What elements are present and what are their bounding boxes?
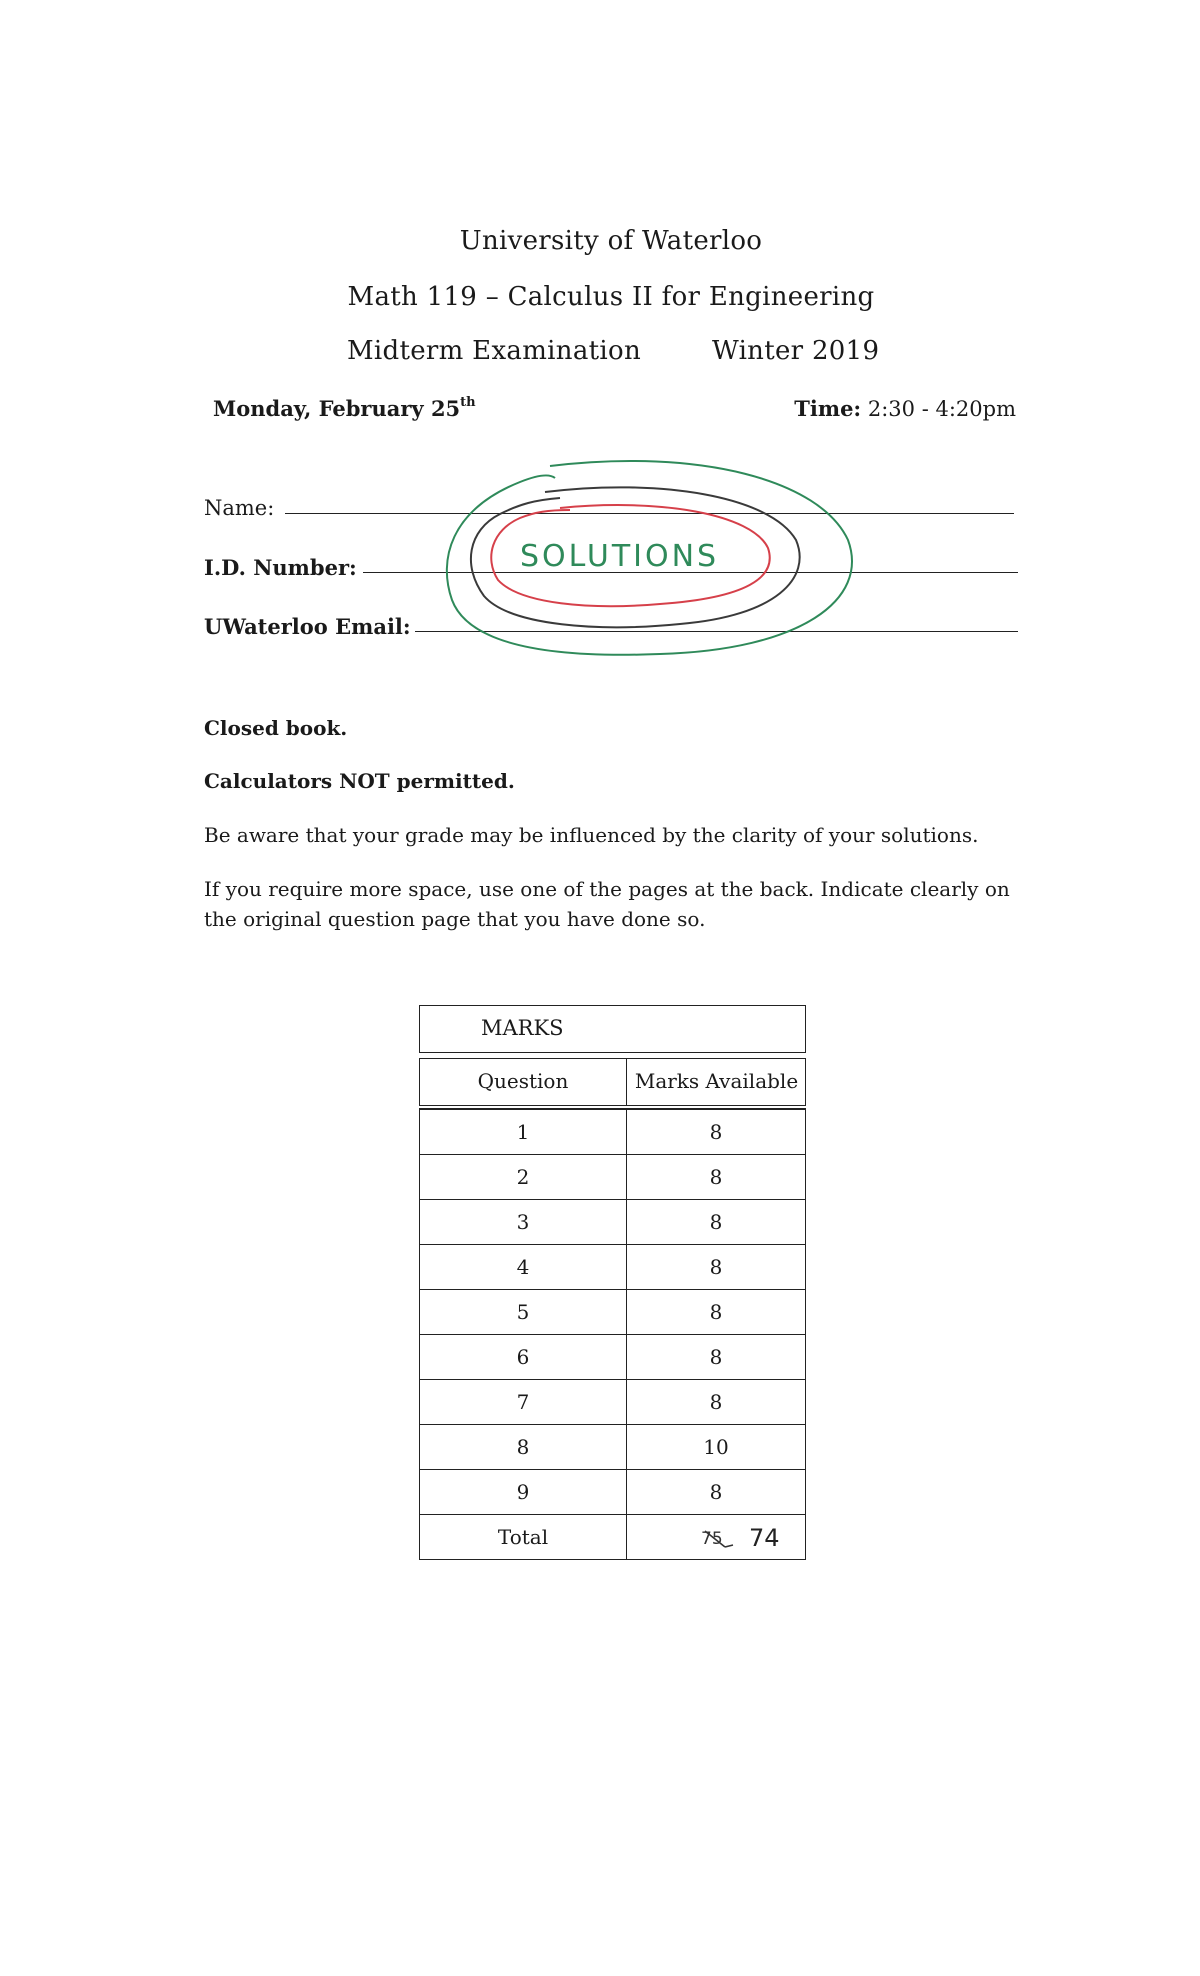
marks-available-cell: 8 [627,1380,806,1425]
table-row [420,1380,806,1425]
exam-time-label: Time: [794,396,862,421]
table-row [420,1290,806,1335]
exam-date [213,396,476,421]
marks-available-cell: 8 [627,1290,806,1335]
course-title: Math 119 – Calculus II for Engineering [347,282,875,312]
name-line[interactable] [285,513,1014,514]
exam-date-text: Monday, February 25 [213,396,461,421]
marks-available-cell: 8 [627,1470,806,1515]
question-number-cell: 6 [420,1335,627,1380]
table-row [420,1155,806,1200]
total-label-cell: Total [420,1515,627,1560]
marks-available-cell: 8 [627,1335,806,1380]
question-number-cell: 9 [420,1470,627,1515]
total-marks-cell [627,1515,806,1560]
instruction-clarity: Be aware that your grade may be influenced by the clarity of your solutions. [204,823,979,847]
black-ink-loop [471,487,800,627]
solutions-handwriting: SOLUTIONS [520,539,720,574]
question-number-cell: 7 [420,1380,627,1425]
green-ink-loop [447,461,852,655]
university-title: University of Waterloo [459,226,763,256]
red-ink-loop [491,505,769,606]
question-number-cell: 8 [420,1425,627,1470]
question-number-cell: 3 [420,1200,627,1245]
instruction-no-calculators: Calculators NOT permitted. [204,769,515,793]
name-label: Name: [204,496,275,520]
marks-available-cell: 10 [627,1425,806,1470]
table-row [420,1245,806,1290]
table-row [420,1335,806,1380]
total-corrected: 74 [749,1524,780,1552]
marks-column-header [419,1058,806,1106]
marks-title: MARKS [481,1016,564,1040]
question-number-cell: 4 [420,1245,627,1290]
table-row [420,1470,806,1515]
table-row [420,1109,806,1155]
instruction-extra-space: If you require more space, use one of the pages at the back. Indicate clearly on the original question page that you have done so. [204,877,1010,931]
table-row [420,1200,806,1245]
marks-available-cell: 8 [627,1155,806,1200]
id-number-line[interactable] [363,572,1018,573]
exam-date-suffix: th [460,395,476,410]
instruction-closed-book: Closed book. [204,716,348,740]
total-row [420,1515,806,1560]
question-number-cell: 5 [420,1290,627,1335]
email-label: UWaterloo Email: [204,614,411,639]
marks-available-cell: 8 [627,1245,806,1290]
marks-available-column-header: Marks Available [634,1069,799,1093]
total-crossed-out: 75 [701,1529,723,1549]
marks-table-title [419,1005,806,1053]
exam-time [794,396,1016,421]
email-line[interactable] [415,631,1018,632]
question-number-cell: 1 [420,1109,627,1155]
marks-available-cell: 8 [627,1109,806,1155]
exam-term: Winter 2019 [712,336,880,366]
marks-available-cell: 8 [627,1200,806,1245]
exam-title: Midterm Examination [347,336,641,366]
question-number-cell: 2 [420,1155,627,1200]
marks-table [419,1108,806,1560]
table-row [420,1425,806,1470]
exam-time-value: 2:30 - 4:20pm [867,397,1016,421]
question-column-header: Question [477,1069,569,1093]
id-number-label: I.D. Number: [204,555,357,580]
strike-through-mark [699,1523,739,1553]
